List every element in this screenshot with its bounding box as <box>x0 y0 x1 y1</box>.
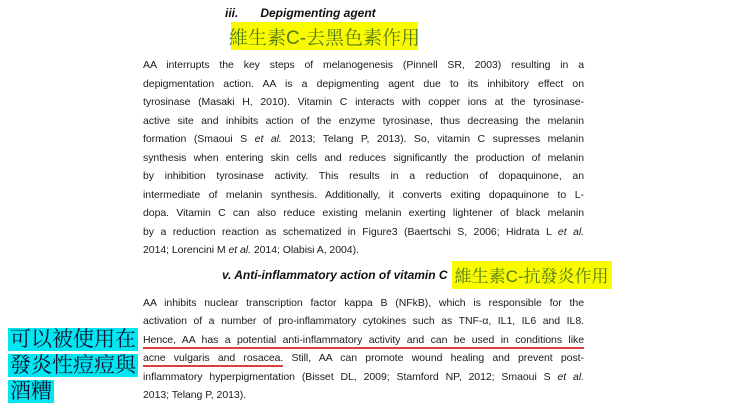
paragraph-line <box>143 93 584 112</box>
section-heading-depigmenting <box>225 6 584 20</box>
highlighted-text: 可以被使用在 <box>10 328 136 351</box>
highlighted-text: 發炎性痘痘與 <box>10 354 136 377</box>
paragraph-line <box>143 223 584 242</box>
annotation-line <box>8 327 142 353</box>
paragraph-depigmenting <box>143 56 584 260</box>
italic-text: et al. <box>557 370 584 383</box>
italic-text: et al. <box>228 244 251 256</box>
red-underlined-text: acne vulgaris and rosacea. <box>143 352 283 367</box>
italic-text: et al. <box>557 225 584 238</box>
text-segment: 2014; Lorencini M <box>143 244 229 256</box>
text-segment: by a reduction reaction as schematized in Figure3 (Baertschi S, 2006; Hidrata L <box>143 225 558 238</box>
annotation-anti-inflammatory-zh: 維生素C-抗發炎作用 <box>452 261 612 289</box>
paragraph-line <box>143 386 584 405</box>
paragraph-line <box>143 204 584 223</box>
text-segment: by inhibition tyrosinase activity. This results in a reduction of dopaquinone, an <box>143 170 584 182</box>
italic-text: et al. <box>254 133 282 145</box>
text-segment: synthesis when entering skin cells and reduces significantly the production of melanin <box>143 151 584 164</box>
heading-number: iii. <box>225 6 239 20</box>
paragraph-line <box>143 331 584 350</box>
paragraph-line <box>143 149 584 168</box>
paragraph-line <box>143 112 584 131</box>
annotation-depigmenting-zh: 維生素C-去黑色素作用 <box>231 22 418 50</box>
text-segment: dopa. Vitamin C can also reduce existing melanin exerting lightener of black melanin <box>143 207 584 219</box>
text-segment: inflammatory hyperpigmentation (Bisset DL, 2009; Stamford NP, 2012; Smaoui S <box>143 370 558 383</box>
paragraph-line <box>143 167 584 186</box>
text-segment: depigmentation action. AA is a depigmenting agent due to its inhibitory effect on <box>143 77 584 90</box>
document-column <box>143 0 609 405</box>
text-segment: formation (Smaoui S <box>143 133 255 145</box>
text-segment: tyrosinase (Masaki H, 2010). Vitamin C interacts with copper ions at the tyrosinase- <box>143 96 584 108</box>
paragraph-line <box>143 241 584 260</box>
text-segment: intermediate of melanin synthesis. Additionally, it converts exiting dopaquinone to L- <box>143 188 584 201</box>
red-underlined-text: Hence, AA has a potential anti-inflammatory activity and can be used in conditions like <box>143 334 584 349</box>
paragraph-line <box>143 368 584 387</box>
heading-title: v. Anti-inflammatory action of vitamin C <box>222 267 448 282</box>
annotation-uses-zh <box>8 327 142 405</box>
paragraph-line <box>143 294 584 313</box>
text-segment: active site and inhibits action of the enzyme tyrosinase, thus decreasing the melanin <box>143 114 584 127</box>
annotation-line <box>8 379 142 405</box>
paragraph-line <box>143 56 584 75</box>
text-segment: Still, AA can promote wound healing and prevent post- <box>283 352 584 364</box>
text-segment: AA inhibits nuclear transcription factor kappa B (NFkB), which is responsible for the <box>143 296 584 309</box>
paragraph-line <box>143 130 584 149</box>
paragraph-line <box>143 186 584 205</box>
text-segment: 2013; Telang P, 2013). So, vitamin C supresses melanin <box>281 133 584 145</box>
paragraph-line <box>143 349 584 368</box>
text-segment: activation of a number of pro-inflammatory cytokines such as TNF-α, IL1, IL6 and IL8. <box>143 315 584 327</box>
heading-title: Depigmenting agent <box>260 6 376 20</box>
text-segment: 2014; Olabisi A, 2004). <box>250 244 359 256</box>
text-segment: AA interrupts the key steps of melanogenesis (Pinnell SR, 2003) resulting in a <box>143 59 584 71</box>
annotation-line <box>8 353 142 379</box>
paragraph-anti-inflammatory <box>143 294 584 405</box>
highlighted-text: 酒糟 <box>10 380 52 403</box>
text-segment: 2013; Telang P, 2013). <box>143 389 247 401</box>
paragraph-line <box>143 312 584 331</box>
section-heading-anti-inflammatory <box>222 260 609 290</box>
paragraph-line <box>143 75 584 94</box>
